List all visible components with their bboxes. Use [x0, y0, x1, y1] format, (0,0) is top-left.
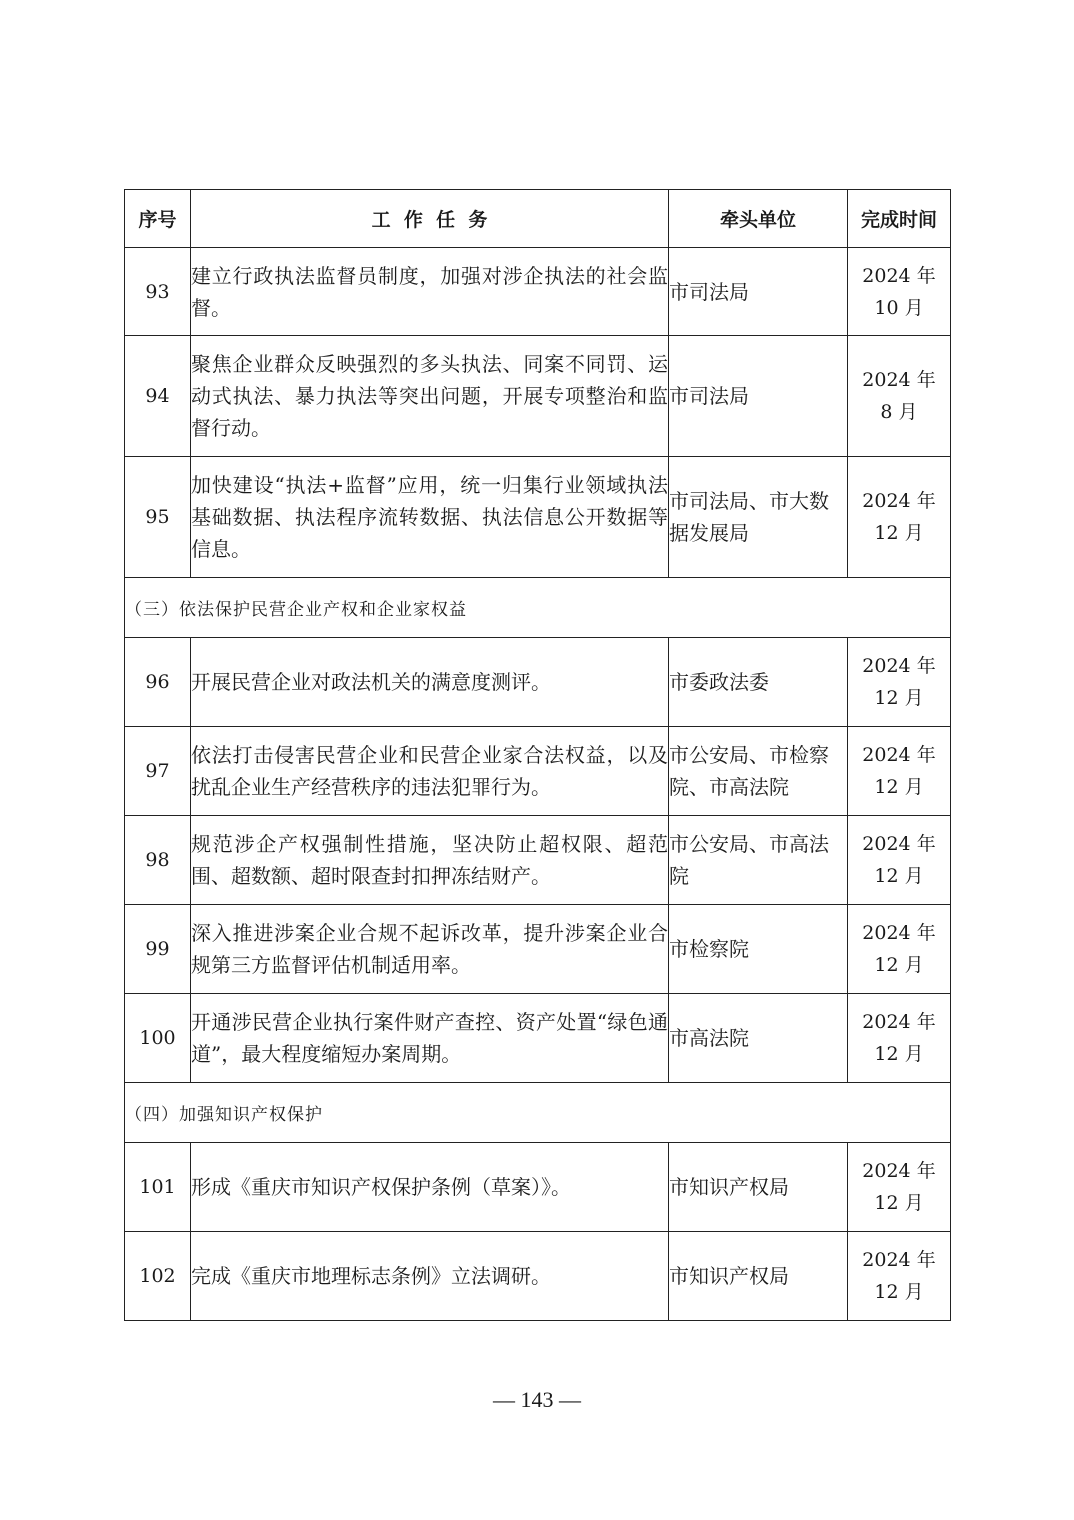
row-lead-unit: 市司法局、市大数据发展局: [669, 457, 848, 578]
completion-year: 2024 年: [862, 1160, 936, 1182]
row-seq: 96: [125, 638, 191, 727]
completion-year: 2024 年: [862, 1011, 936, 1033]
header-lead: 牵头单位: [669, 190, 848, 248]
completion-year: 2024 年: [862, 264, 936, 287]
row-completion-time: [848, 905, 951, 994]
table-row: [125, 816, 951, 905]
row-seq: 95: [125, 457, 191, 578]
row-seq: 100: [125, 994, 191, 1083]
completion-year: 2024 年: [862, 490, 936, 512]
completion-year: 2024 年: [862, 833, 936, 855]
header-time: 完成时间: [848, 190, 951, 248]
row-lead-unit: 市公安局、市高法院: [669, 816, 848, 905]
row-seq: 97: [125, 727, 191, 816]
section-title: （四）加强知识产权保护: [125, 1083, 951, 1143]
section-title: （三）依法保护民营企业产权和企业家权益: [125, 578, 951, 638]
row-seq: 93: [125, 248, 191, 336]
completion-month: 12 月: [874, 522, 924, 544]
row-completion-time: [848, 457, 951, 578]
completion-month: 12 月: [874, 687, 924, 709]
completion-year: 2024 年: [862, 369, 936, 391]
row-task: 聚焦企业群众反映强烈的多头执法、同案不同罚、运动式执法、暴力执法等突出问题，开展专项整治和监督行动。: [191, 336, 669, 457]
row-task: 开展民营企业对政法机关的满意度测评。: [191, 638, 669, 727]
task-table: [124, 189, 951, 1321]
header-task-label: 工 作 任 务: [371, 209, 488, 231]
table-body: [125, 248, 951, 1321]
row-task: 加快建设“执法+监督”应用，统一归集行业领域执法基础数据、执法程序流转数据、执法信息公开数据等信息。: [191, 457, 669, 578]
row-lead-unit: 市司法局: [669, 248, 848, 336]
row-completion-time: [848, 336, 951, 457]
completion-month: 10 月: [874, 296, 924, 319]
row-lead-unit: 市司法局: [669, 336, 848, 457]
row-task: 开通涉民营企业执行案件财产查控、资产处置“绿色通道”，最大程度缩短办案周期。: [191, 994, 669, 1083]
completion-year: 2024 年: [862, 1249, 936, 1271]
table-row: [125, 727, 951, 816]
table-row: [125, 1143, 951, 1232]
row-lead-unit: 市知识产权局: [669, 1143, 848, 1232]
section-row: [125, 1083, 951, 1143]
completion-month: 12 月: [874, 776, 924, 798]
completion-month: 12 月: [874, 954, 924, 976]
row-completion-time: [848, 994, 951, 1083]
row-task: 深入推进涉案企业合规不起诉改革，提升涉案企业合规第三方监督评估机制适用率。: [191, 905, 669, 994]
row-task: 规范涉企产权强制性措施，坚决防止超权限、超范围、超数额、超时限查封扣押冻结财产。: [191, 816, 669, 905]
row-lead-unit: 市高法院: [669, 994, 848, 1083]
table-row: [125, 248, 951, 336]
completion-month: 12 月: [874, 1281, 924, 1303]
row-completion-time: [848, 1232, 951, 1321]
section-row: [125, 578, 951, 638]
table-row: [125, 638, 951, 727]
row-completion-time: [848, 638, 951, 727]
row-lead-unit: 市委政法委: [669, 638, 848, 727]
row-lead-unit: 市检察院: [669, 905, 848, 994]
table-row: [125, 1232, 951, 1321]
table-row: [125, 457, 951, 578]
row-task: 建立行政执法监督员制度，加强对涉企执法的社会监督。: [191, 248, 669, 336]
page-number: — 143 —: [493, 1387, 581, 1412]
table-row: [125, 905, 951, 994]
header-task: [191, 190, 669, 248]
row-completion-time: [848, 1143, 951, 1232]
completion-month: 12 月: [874, 1192, 924, 1214]
row-completion-time: [848, 816, 951, 905]
row-task: 依法打击侵害民营企业和民营企业家合法权益，以及扰乱企业生产经营秩序的违法犯罪行为。: [191, 727, 669, 816]
table-header-row: [125, 190, 951, 248]
row-seq: 98: [125, 816, 191, 905]
row-seq: 102: [125, 1232, 191, 1321]
completion-year: 2024 年: [862, 655, 936, 677]
completion-year: 2024 年: [862, 744, 936, 766]
row-seq: 94: [125, 336, 191, 457]
completion-year: 2024 年: [862, 922, 936, 944]
completion-month: 12 月: [874, 1043, 924, 1065]
table-row: [125, 336, 951, 457]
row-task: 完成《重庆市地理标志条例》立法调研。: [191, 1232, 669, 1321]
row-task: 形成《重庆市知识产权保护条例（草案）》。: [191, 1143, 669, 1232]
row-lead-unit: 市公安局、市检察院、市高法院: [669, 727, 848, 816]
completion-month: 12 月: [874, 865, 924, 887]
table-row: [125, 994, 951, 1083]
row-seq: 101: [125, 1143, 191, 1232]
header-seq: 序号: [125, 190, 191, 248]
row-lead-unit: 市知识产权局: [669, 1232, 848, 1321]
completion-month: 8 月: [880, 401, 918, 423]
row-completion-time: [848, 248, 951, 336]
row-completion-time: [848, 727, 951, 816]
row-seq: 99: [125, 905, 191, 994]
